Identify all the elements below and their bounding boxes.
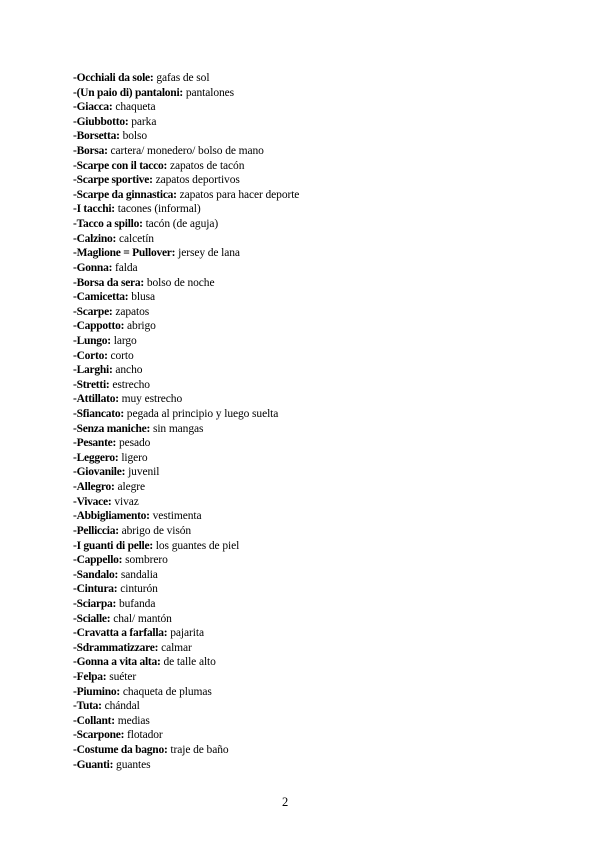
entry-translation: falda bbox=[115, 261, 138, 274]
vocabulary-entry bbox=[73, 246, 299, 261]
entry-term: -Senza maniche: bbox=[73, 422, 151, 435]
vocabulary-entry bbox=[73, 232, 299, 247]
entry-term: -Scarpe sportive: bbox=[73, 174, 153, 187]
entry-translation: muy estrecho bbox=[121, 393, 183, 406]
entry-translation: juvenil bbox=[128, 466, 160, 479]
entry-term: -Lungo: bbox=[73, 334, 111, 347]
vocabulary-entry bbox=[73, 217, 299, 232]
entry-translation: gafas de sol bbox=[156, 72, 210, 84]
vocabulary-entry bbox=[73, 363, 299, 378]
entry-translation: sin mangas bbox=[152, 422, 204, 435]
entry-translation: zapatos de tacón bbox=[169, 159, 245, 172]
entry-term: -Cappotto: bbox=[73, 320, 125, 333]
vocabulary-entry bbox=[73, 202, 299, 217]
vocabulary-entry bbox=[73, 582, 299, 597]
vocabulary-entry bbox=[73, 641, 299, 656]
vocabulary-entry bbox=[73, 159, 299, 174]
entry-translation: tacón (de aguja) bbox=[145, 218, 219, 231]
entry-translation: abrigo de visón bbox=[121, 524, 192, 537]
entry-translation: traje de baño bbox=[170, 744, 229, 757]
vocabulary-entry bbox=[73, 568, 299, 583]
vocabulary-entry bbox=[73, 144, 299, 159]
entry-term: -Scialle: bbox=[73, 612, 111, 625]
vocabulary-entry bbox=[73, 378, 299, 393]
vocabulary-entry bbox=[73, 626, 299, 641]
entry-translation: bufanda bbox=[118, 597, 156, 610]
vocabulary-entry bbox=[73, 670, 299, 685]
entry-translation: largo bbox=[113, 334, 137, 347]
entry-term: -Pelliccia: bbox=[73, 524, 119, 537]
entry-term: -Sdrammatizzare: bbox=[73, 641, 159, 654]
vocabulary-entry bbox=[73, 86, 299, 101]
entry-term: -Tuta: bbox=[73, 700, 102, 713]
entry-term: -Abbigliamento: bbox=[73, 510, 150, 523]
entry-translation: estrecho bbox=[112, 378, 150, 391]
entry-term: -Larghi: bbox=[73, 364, 113, 377]
entry-term: -Cintura: bbox=[73, 583, 118, 596]
entry-translation: ligero bbox=[121, 451, 148, 464]
vocabulary-entry bbox=[73, 173, 299, 188]
entry-translation: bolso bbox=[122, 130, 147, 143]
vocabulary-entry bbox=[73, 524, 299, 539]
entry-term: -(Un paio di) pantaloni: bbox=[73, 86, 183, 99]
entry-term: -Scarpe da ginnastica: bbox=[73, 188, 177, 201]
entry-translation: chándal bbox=[104, 700, 140, 713]
entry-term: -Giacca: bbox=[73, 101, 113, 114]
vocabulary-entry bbox=[73, 305, 299, 320]
vocabulary-entry bbox=[73, 728, 299, 743]
entry-term: -Guanti: bbox=[73, 758, 114, 771]
entry-term: -Scarpe: bbox=[73, 305, 113, 318]
entry-translation: sandalia bbox=[120, 568, 158, 581]
entry-translation: jersey de lana bbox=[178, 247, 240, 260]
vocabulary-entry bbox=[73, 261, 299, 276]
page-number: 2 bbox=[282, 795, 289, 809]
entry-translation: zapatos bbox=[115, 305, 150, 318]
vocabulary-entry bbox=[73, 290, 299, 305]
entry-term: -Felpa: bbox=[73, 670, 107, 683]
vocabulary-entry bbox=[73, 553, 299, 568]
entry-translation: chaqueta de plumas bbox=[122, 685, 212, 698]
vocabulary-list bbox=[73, 71, 299, 772]
vocabulary-entry bbox=[73, 115, 299, 130]
entry-translation: flotador bbox=[127, 729, 163, 742]
vocabulary-entry bbox=[73, 349, 299, 364]
entry-translation: corto bbox=[110, 349, 134, 362]
vocabulary-entry bbox=[73, 129, 299, 144]
entry-translation: medias bbox=[117, 714, 150, 727]
entry-term: -Borsa da sera: bbox=[73, 276, 144, 289]
entry-term: -Giovanile: bbox=[73, 466, 126, 479]
vocabulary-entry bbox=[73, 451, 299, 466]
vocabulary-entry bbox=[73, 714, 299, 729]
vocabulary-entry bbox=[73, 699, 299, 714]
entry-translation: vivaz bbox=[114, 495, 139, 508]
vocabulary-entry bbox=[73, 743, 299, 758]
entry-term: -Scarpe con il tacco: bbox=[73, 159, 168, 172]
entry-translation: zapatos deportivos bbox=[155, 174, 240, 187]
entry-translation: pegada al principio y luego suelta bbox=[126, 408, 279, 421]
entry-translation: calmar bbox=[161, 641, 192, 654]
entry-term: -Sfiancato: bbox=[73, 408, 124, 421]
entry-term: -Cappello: bbox=[73, 554, 123, 567]
vocabulary-entry bbox=[73, 465, 299, 480]
entry-translation: cinturón bbox=[120, 583, 158, 596]
entry-translation: pajarita bbox=[170, 627, 204, 640]
entry-term: -Pesante: bbox=[73, 437, 117, 450]
entry-translation: cartera/ monedero/ bolso de mano bbox=[110, 145, 264, 158]
entry-term: -Borsa: bbox=[73, 145, 108, 158]
vocabulary-entry bbox=[73, 334, 299, 349]
vocabulary-entry bbox=[73, 539, 299, 554]
entry-translation: calcetín bbox=[118, 232, 154, 245]
vocabulary-entry bbox=[73, 612, 299, 627]
entry-term: -Gonna a vita alta: bbox=[73, 656, 161, 669]
entry-translation: pantalones bbox=[185, 86, 235, 99]
entry-term: -Camicetta: bbox=[73, 291, 129, 304]
vocabulary-entry bbox=[73, 758, 299, 773]
vocabulary-entry bbox=[73, 407, 299, 422]
entry-translation: sombrero bbox=[125, 554, 168, 567]
vocabulary-entry bbox=[73, 276, 299, 291]
entry-translation: chaqueta bbox=[115, 101, 156, 114]
entry-translation: de talle alto bbox=[163, 656, 216, 669]
entry-term: -Stretti: bbox=[73, 378, 110, 391]
vocabulary-entry bbox=[73, 319, 299, 334]
entry-translation: ancho bbox=[115, 364, 143, 377]
entry-translation: tacones (informal) bbox=[117, 203, 201, 216]
entry-term: -Borsetta: bbox=[73, 130, 120, 143]
entry-term: -Cravatta a farfalla: bbox=[73, 627, 168, 640]
entry-translation: pesado bbox=[118, 437, 151, 450]
entry-translation: abrigo bbox=[127, 320, 156, 333]
entry-term: -Calzino: bbox=[73, 232, 117, 245]
entry-term: -I guanti di pelle: bbox=[73, 539, 153, 552]
entry-translation: blusa bbox=[131, 291, 156, 304]
vocabulary-entry bbox=[73, 100, 299, 115]
vocabulary-entry bbox=[73, 436, 299, 451]
vocabulary-entry bbox=[73, 422, 299, 437]
entry-translation: parka bbox=[131, 115, 157, 128]
entry-translation: zapatos para hacer deporte bbox=[179, 188, 300, 201]
entry-term: -Costume da bagno: bbox=[73, 744, 168, 757]
entry-term: -Tacco a spillo: bbox=[73, 218, 143, 231]
entry-term: -Scarpone: bbox=[73, 729, 125, 742]
vocabulary-entry bbox=[73, 480, 299, 495]
entry-term: -Corto: bbox=[73, 349, 108, 362]
entry-term: -Sciarpa: bbox=[73, 597, 117, 610]
entry-term: -Gonna: bbox=[73, 261, 113, 274]
entry-term: -Attillato: bbox=[73, 393, 119, 406]
entry-term: -Maglione = Pullover: bbox=[73, 247, 176, 260]
vocabulary-entry bbox=[73, 71, 299, 86]
entry-translation: alegre bbox=[117, 481, 145, 494]
entry-translation: suéter bbox=[109, 670, 137, 683]
entry-translation: chal/ mantón bbox=[113, 612, 172, 625]
vocabulary-entry bbox=[73, 509, 299, 524]
entry-term: -Giubbotto: bbox=[73, 115, 129, 128]
entry-term: -Piumino: bbox=[73, 685, 120, 698]
entry-translation: los guantes de piel bbox=[155, 539, 240, 552]
vocabulary-entry bbox=[73, 495, 299, 510]
vocabulary-entry bbox=[73, 597, 299, 612]
entry-translation: vestimenta bbox=[152, 510, 202, 523]
vocabulary-entry bbox=[73, 188, 299, 203]
entry-translation: bolso de noche bbox=[146, 276, 215, 289]
entry-translation: guantes bbox=[116, 758, 151, 771]
vocabulary-entry bbox=[73, 655, 299, 670]
entry-term: -I tacchi: bbox=[73, 203, 115, 216]
entry-term: -Vivace: bbox=[73, 495, 112, 508]
vocabulary-entry bbox=[73, 685, 299, 700]
entry-term: -Leggero: bbox=[73, 451, 119, 464]
entry-term: -Allegro: bbox=[73, 481, 115, 494]
entry-term: -Collant: bbox=[73, 714, 115, 727]
entry-term: -Occhiali da sole: bbox=[73, 72, 154, 84]
vocabulary-entry bbox=[73, 392, 299, 407]
entry-term: -Sandalo: bbox=[73, 568, 119, 581]
